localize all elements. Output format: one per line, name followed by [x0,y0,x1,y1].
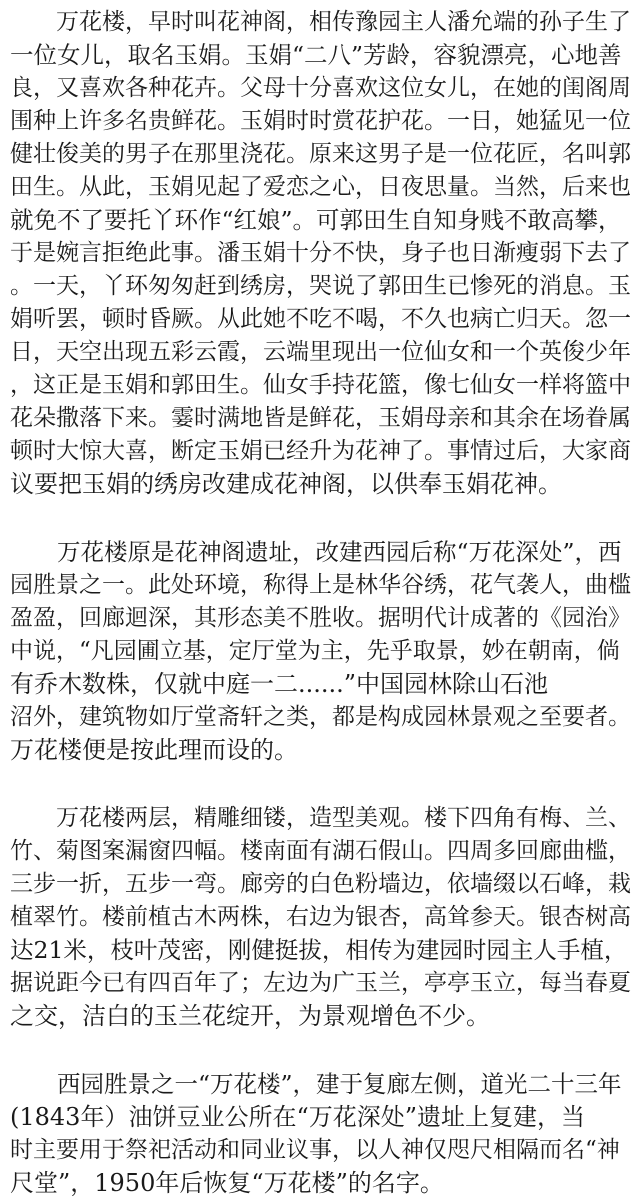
text-line: 据说距今已有四百年了；左边为广玉兰，亭亭玉立，每当春夏 [10,970,631,996]
text-line: 三步一折，五步一弯。廊旁的白色粉墙边，依墙缀以石峰，栽 [10,871,631,897]
text-line: 之交，洁白的玉兰花绽开，为景观增色不少。 [10,1002,490,1030]
text-line: 日，天空出现五彩云霞，云端里现出一位仙女和一个英俊少年 [10,339,631,365]
text-line: 竹、菊图案漏窗四幅。楼南面有湖石假山。四周多回廊曲槛， [10,838,631,864]
text-line: 。一天，丫环匆匆赶到绣房，哭说了郭田生已惨死的消息。玉 [10,273,631,299]
text-line: 一位女儿，取名玉娟。玉娟“二八”芳龄，容貌漂亮，心地善 [10,41,622,69]
text-line: 就免不了要托丫环作“红娘”。可郭田生自知身贱不敢高攀， [10,206,622,234]
text-line: 中说，“凡园圃立基，定厅堂为主，先乎取景，妙在朝南，倘 [10,638,620,664]
text-line: 盈盈，回廊迴深，其形态美不胜收。据明代计成著的《园治》 [10,605,631,631]
text-line: 时主要用于祭祀活动和同业议事，以人神仅咫尺相隔而名“神 [10,1137,620,1163]
text-line: 田生。从此，玉娟见起了爱恋之心，日夜思量。当然，后来也 [10,174,631,200]
text-line: 西园胜景之一“万花楼”，建于复廊左侧，道光二十三年 [10,1070,622,1098]
text-line: 花朵撒落下来。霎时满地皆是鲜花，玉娟母亲和其余在场眷属 [10,405,631,431]
text-line: 健壮俊美的男子在那里浇花。原来这男子是一位花匠，名叫郭 [10,141,631,167]
text-line: 达21米，枝叶茂密，刚健挺拔，相传为建园时园主人手植， [10,936,628,964]
text-line: 万花楼原是花神阁遗址，改建西园后称“万花深处”，西 [10,538,622,566]
text-line: 尺堂”，1950年后恢复“万花楼”的名字。 [10,1169,444,1197]
text-line: 万花楼两层，精雕细镂，造型美观。楼下四角有梅、兰、 [10,805,631,831]
text-line: 园胜景之一。此处环境，称得上是林华谷绣，花气袭人，曲槛 [10,572,631,598]
text-line: 围种上许多名贵鲜花。玉娟时时赏花护花。一日，她猛见一位 [10,108,631,134]
text-line: (1843年）油饼豆业公所在“万花深处”遗址上复建，当 [10,1103,585,1131]
text-line: 沼外，建筑物如厅堂斋轩之类，都是构成园林景观之至要者。 [10,704,631,730]
text-line: 植翠竹。楼前植古木两株，右边为银杏，高耸参天。银杏树高 [10,904,631,930]
text-line: 良，又喜欢各种花卉。父母十分喜欢这位女儿，在她的闺阁周 [10,75,631,101]
text-line: 顿时大惊大喜，断定玉娟已经升为花神了。事情过后，大家商 [10,438,631,464]
text-line: 娟听罢，顿时昏厥。从此她不吃不喝，不久也病亡归天。忽一 [10,306,631,332]
text-line: 万花楼便是按此理而设的。 [10,736,298,764]
text-line: 于是婉言拒绝此事。潘玉娟十分不快，身子也日渐瘦弱下去了 [10,240,631,266]
text-line: 万花楼，早时叫花神阁，相传豫园主人潘允端的孙子生了 [10,9,631,35]
text-line: ，这正是玉娟和郭田生。仙女手持花篮，像七仙女一样将篮中 [10,372,631,398]
text-line: 有乔木数株，仅就中庭一二......”中国园林除山石池 [10,670,549,698]
text-line: 议要把玉娟的绣房改建成花神阁，以供奉玉娟花神。 [10,470,562,498]
